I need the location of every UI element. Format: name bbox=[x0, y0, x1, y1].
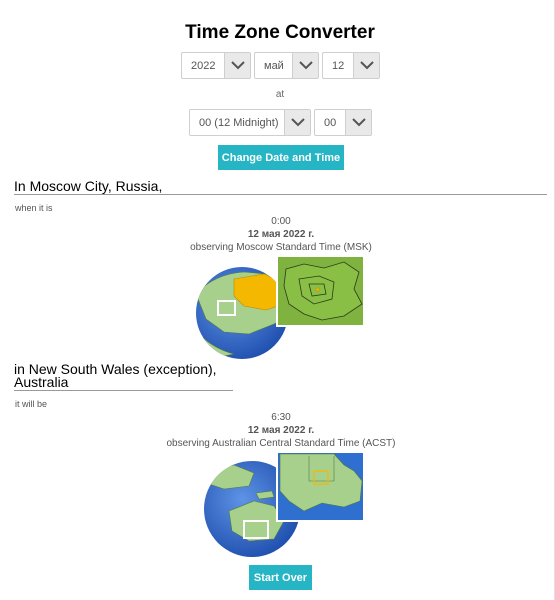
source-date: 12 мая 2022 г. bbox=[247, 229, 315, 240]
minute-select-value: 00 bbox=[324, 117, 337, 129]
at-label: at bbox=[275, 89, 285, 100]
source-zone: observing Moscow Standard Time (MSK) bbox=[190, 242, 372, 253]
target-intro: it will be bbox=[15, 399, 48, 409]
target-date: 12 мая 2022 г. bbox=[247, 425, 315, 436]
change-date-time-button[interactable]: Change Date and Time bbox=[218, 145, 344, 170]
target-time: 6:30 bbox=[271, 412, 291, 423]
source-location-heading: In Moscow City, Russia, bbox=[14, 180, 547, 195]
moscow-locator-map bbox=[194, 254, 366, 360]
page-title: Time Zone Converter bbox=[185, 22, 375, 43]
minute-select[interactable] bbox=[314, 109, 372, 136]
day-select[interactable] bbox=[322, 52, 380, 79]
target-location-line1: in New South Wales (exception), bbox=[14, 361, 217, 377]
chevron-down-icon bbox=[345, 110, 371, 135]
target-zone: observing Australian Central Standard Time (ACST) bbox=[166, 438, 396, 449]
hour-select-value: 00 (12 Midnight) bbox=[199, 117, 279, 129]
hour-select[interactable] bbox=[189, 109, 311, 136]
start-over-button[interactable]: Start Over bbox=[249, 565, 312, 590]
month-select[interactable] bbox=[254, 52, 319, 79]
chevron-down-icon bbox=[292, 53, 318, 78]
month-select-value: май bbox=[264, 60, 284, 72]
australia-locator-map bbox=[194, 451, 366, 559]
target-location-line2: Australia bbox=[14, 374, 69, 390]
day-select-value: 12 bbox=[332, 60, 345, 72]
chevron-down-icon bbox=[353, 53, 379, 78]
target-location-heading bbox=[14, 363, 233, 391]
chevron-down-icon bbox=[224, 53, 250, 78]
year-select[interactable] bbox=[181, 52, 251, 79]
source-intro: when it is bbox=[15, 203, 53, 213]
year-select-value: 2022 bbox=[191, 60, 216, 72]
chevron-down-icon bbox=[284, 110, 310, 135]
source-time: 0:00 bbox=[271, 216, 291, 227]
